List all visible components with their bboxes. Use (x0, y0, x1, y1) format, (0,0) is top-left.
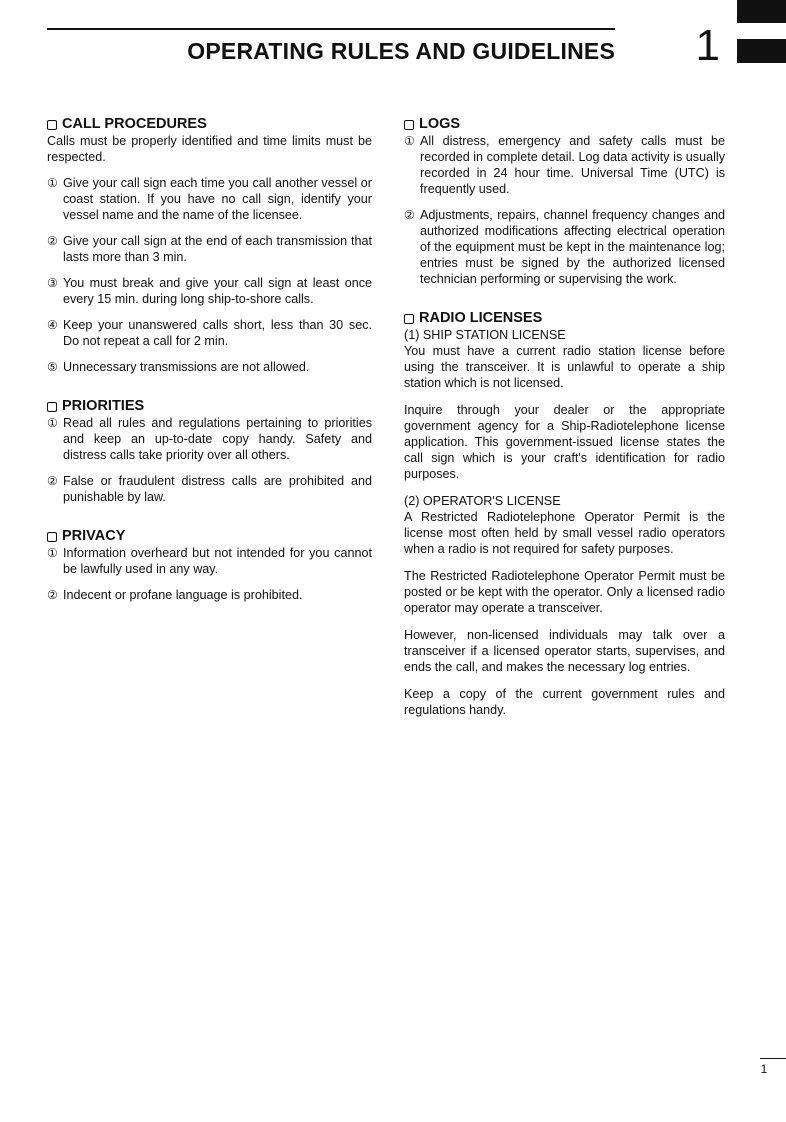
section-privacy (47, 527, 372, 603)
heading-text: PRIORITIES (62, 398, 145, 414)
item-number: ① (404, 134, 415, 148)
operator-license-subheading: (2) OPERATOR'S LICENSE (404, 494, 561, 508)
list-item (47, 587, 372, 603)
item-number: ② (47, 234, 58, 248)
item-number: ② (404, 208, 415, 222)
section-call-procedures (47, 115, 372, 375)
chapter-tab-marker (737, 39, 786, 63)
page-number: 1 (760, 1062, 768, 1076)
list-item (404, 133, 725, 197)
list-item (47, 317, 372, 349)
section-heading (404, 115, 725, 133)
item-number: ① (47, 176, 58, 190)
right-column (404, 115, 725, 718)
item-number: ② (47, 588, 58, 602)
chapter-tab-marker (737, 0, 786, 23)
item-text: Keep your unanswered calls short, less than 30 sec. Do not repeat a call for 2 min. (63, 318, 372, 348)
footer-rule (760, 1058, 786, 1059)
heading-text: LOGS (419, 116, 461, 132)
list-item (47, 233, 372, 265)
item-text: Adjustments, repairs, channel frequency changes and authorized modifications affecting electrical operation of the equipment must be kept in the maintenance log; entries must be signed by the authorized licensed technician performing or supervising the work. (420, 208, 725, 286)
item-number: ① (47, 546, 58, 560)
list-item (47, 359, 372, 375)
paragraph: The Restricted Radiotelephone Operator Permit must be posted or be kept with the operator. Only a licensed radio operator may operate a transceiver. (404, 569, 725, 615)
item-text: Unnecessary transmissions are not allowed. (63, 360, 310, 374)
list-item (47, 415, 372, 463)
checkbox-icon (47, 402, 57, 412)
section-radio-licenses (404, 309, 725, 718)
section-heading (47, 527, 372, 545)
section-priorities (47, 397, 372, 505)
checkbox-icon (47, 532, 57, 542)
paragraph: However, non-licensed individuals may talk over a transceiver if a licensed operator starts, supervises, and ends the call, and makes the necessary log entries. (404, 628, 725, 674)
list-item (47, 275, 372, 307)
page-title: OPERATING RULES AND GUIDELINES (187, 38, 615, 64)
item-text: False or fraudulent distress calls are prohibited and punishable by law. (63, 474, 372, 504)
checkbox-icon (404, 314, 414, 324)
section-heading (47, 397, 372, 415)
ship-station-subheading: (1) SHIP STATION LICENSE (404, 328, 566, 342)
section-heading (404, 309, 725, 327)
heading-text: PRIVACY (62, 528, 126, 544)
list-item (47, 545, 372, 577)
checkbox-icon (404, 120, 414, 130)
paragraph: Keep a copy of the current government rules and regulations handy. (404, 687, 725, 717)
intro-paragraph: Calls must be properly identified and time limits must be respected. (47, 134, 372, 164)
item-text: Read all rules and regulations pertaining to priorities and keep an up-to-date copy handy. Safety and distress calls take priority over all others. (63, 416, 372, 462)
item-number: ③ (47, 276, 58, 290)
paragraph: Inquire through your dealer or the appropriate government agency for a Ship-Radiotelephone license application. This government-issued license states the call sign which is your craft's identification for radio purposes. (404, 403, 725, 481)
item-number: ④ (47, 318, 58, 332)
item-text: Give your call sign at the end of each transmission that lasts more than 3 min. (63, 234, 372, 264)
section-heading (47, 115, 372, 133)
heading-text: CALL PROCEDURES (62, 116, 207, 132)
paragraph: A Restricted Radiotelephone Operator Permit is the license most often held by small vessel radio operators when a radio is not required for safety purposes. (404, 510, 725, 556)
list-item (47, 473, 372, 505)
item-number: ① (47, 416, 58, 430)
item-number: ⑤ (47, 360, 58, 374)
item-text: Give your call sign each time you call another vessel or coast station. If you have no call sign, identify your vessel name and the name of the licensee. (63, 176, 372, 222)
list-item (404, 207, 725, 287)
chapter-number: 1 (695, 21, 720, 70)
list-item (47, 175, 372, 223)
left-column (47, 115, 372, 603)
paragraph: You must have a current radio station license before using the transceiver. It is unlawful to operate a ship station which is not licensed. (404, 344, 725, 390)
item-text: Indecent or profane language is prohibited. (63, 588, 303, 602)
section-logs (404, 115, 725, 287)
item-text: Information overheard but not intended for you cannot be lawfully used in any way. (63, 546, 372, 576)
checkbox-icon (47, 120, 57, 130)
item-text: You must break and give your call sign at least once every 15 min. during long ship-to-shore calls. (63, 276, 372, 306)
heading-text: RADIO LICENSES (419, 310, 543, 326)
item-number: ② (47, 474, 58, 488)
item-text: All distress, emergency and safety calls must be recorded in complete detail. Log data activity is usually recorded in 24 hour time. Universal Time (UTC) is frequently used. (420, 134, 725, 196)
header-rule (47, 28, 615, 30)
